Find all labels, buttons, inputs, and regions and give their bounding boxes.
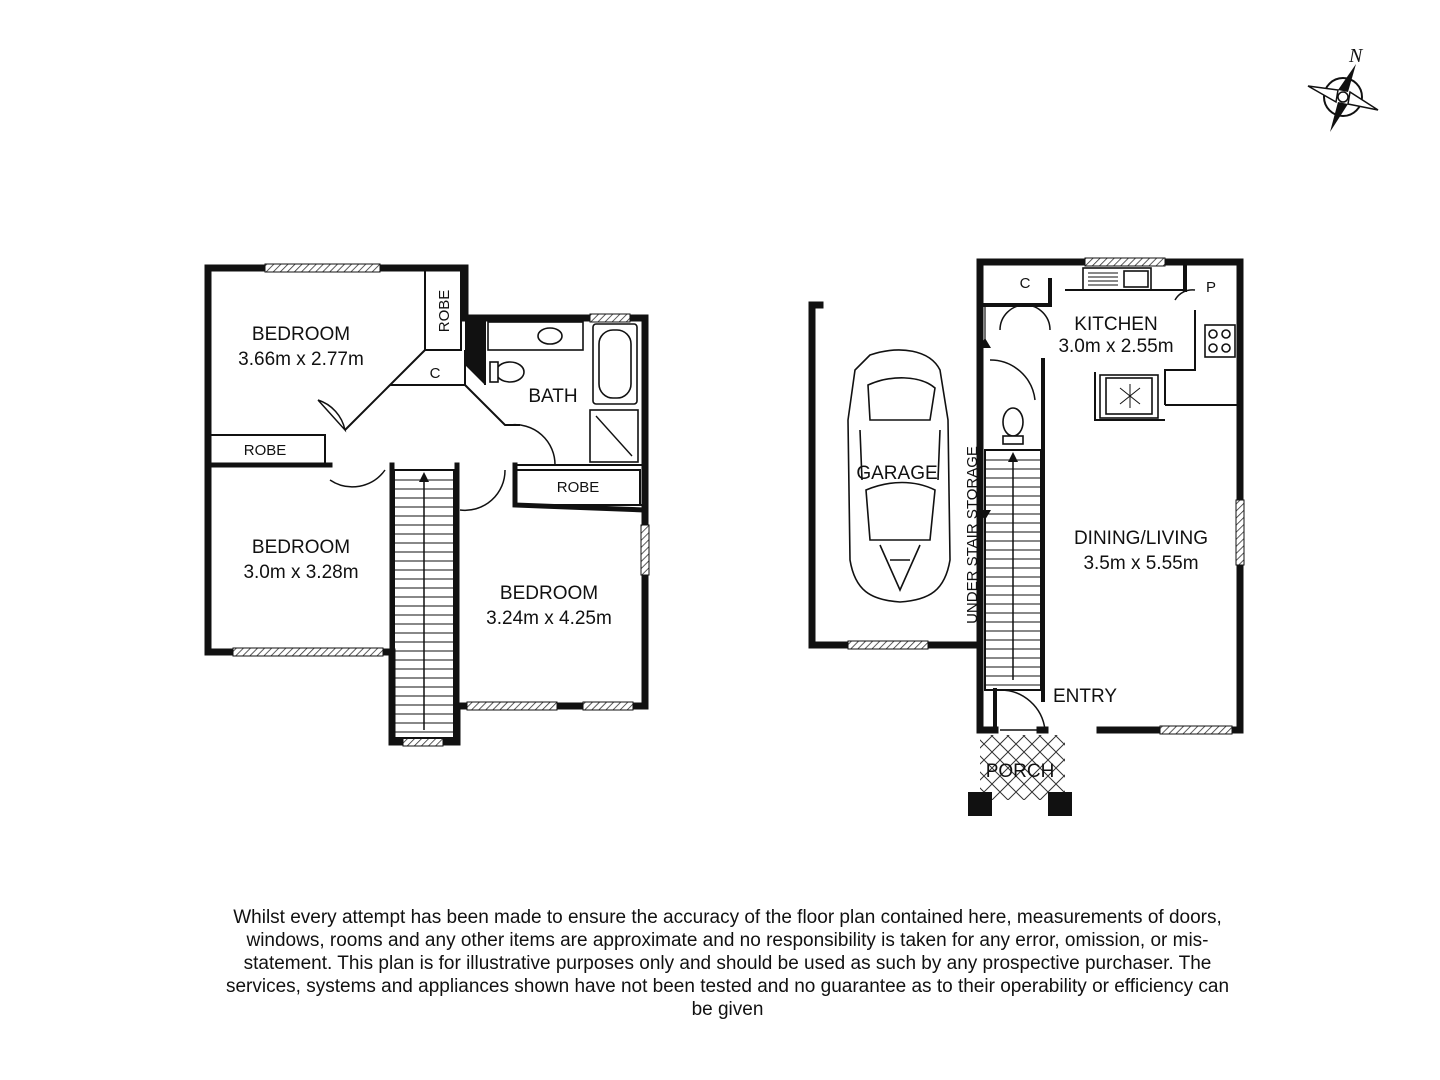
bath-vanity [488, 322, 583, 350]
dining-size: 3.5m x 5.55m [1083, 553, 1199, 574]
window [403, 738, 443, 746]
upper-floor [208, 264, 649, 746]
window [583, 702, 633, 710]
ground-stairs [985, 450, 1041, 690]
under-stair-label: UNDER STAIR STORAGE [964, 446, 981, 624]
window [590, 314, 630, 322]
window [1160, 726, 1232, 734]
pantry-door [1175, 290, 1195, 300]
entry-door [1000, 690, 1045, 730]
window [265, 264, 380, 272]
porch-label: PORCH [985, 761, 1055, 782]
cooktop [1205, 325, 1235, 357]
door-swing [318, 400, 345, 430]
bedroom3-name: BEDROOM [499, 583, 599, 604]
disclaimer-text: Whilst every attempt has been made to ensure the accuracy of the floor plan contained here, measurements of doors, windows, rooms and any other items are approximate and no responsibility is taken for any error, omission, or mis-statement. This plan is for illustrative purposes only and should be used as such by any prospective purchaser. The services, systems and appliances shown have not been tested and no guarantee as to their operability or efficiency can be given [225, 907, 1230, 1020]
compass-north-label: N [1349, 45, 1363, 67]
robe-top-label: ROBE [436, 289, 453, 333]
window [233, 648, 383, 656]
compass-west-point [1308, 86, 1338, 102]
bath-label: BATH [528, 386, 578, 407]
ground-floor [812, 258, 1244, 816]
robe-left-label: ROBE [243, 442, 287, 459]
pantry-label: P [1205, 279, 1217, 296]
basin [538, 328, 562, 344]
cupboard-label: C [1019, 275, 1031, 292]
door-swing [510, 425, 555, 465]
porch-post [968, 792, 992, 816]
compass-east-point [1348, 92, 1378, 110]
kitchen-size: 3.0m x 2.55m [1058, 336, 1174, 357]
compass-south-point [1330, 102, 1348, 132]
bedroom2-size: 3.0m x 3.28m [243, 562, 359, 583]
window [1085, 258, 1165, 266]
compass [1308, 45, 1378, 132]
garage-window [848, 641, 928, 649]
toilet [1003, 408, 1023, 436]
bath-corner-wall [465, 318, 485, 385]
cupboard-label: C [429, 365, 441, 382]
robe-right-label: ROBE [556, 479, 600, 496]
dining-name: DINING/LIVING [1073, 528, 1209, 549]
upper-stairs [394, 470, 454, 738]
toilet [496, 362, 524, 382]
garage-label: GARAGE [856, 463, 938, 484]
kitchen-name: KITCHEN [1074, 314, 1158, 335]
bedroom3-size: 3.24m x 4.25m [486, 608, 612, 629]
bedroom2-name: BEDROOM [251, 537, 351, 558]
door-swing [460, 470, 505, 510]
cupboard-door [1000, 305, 1050, 330]
bedroom1-name: BEDROOM [251, 324, 351, 345]
bedroom1-size: 3.66m x 2.77m [238, 349, 364, 370]
door-swing [330, 470, 385, 487]
entry-label: ENTRY [1052, 686, 1118, 707]
window [1236, 500, 1244, 565]
porch-post [1048, 792, 1072, 816]
window [641, 525, 649, 575]
window [467, 702, 557, 710]
